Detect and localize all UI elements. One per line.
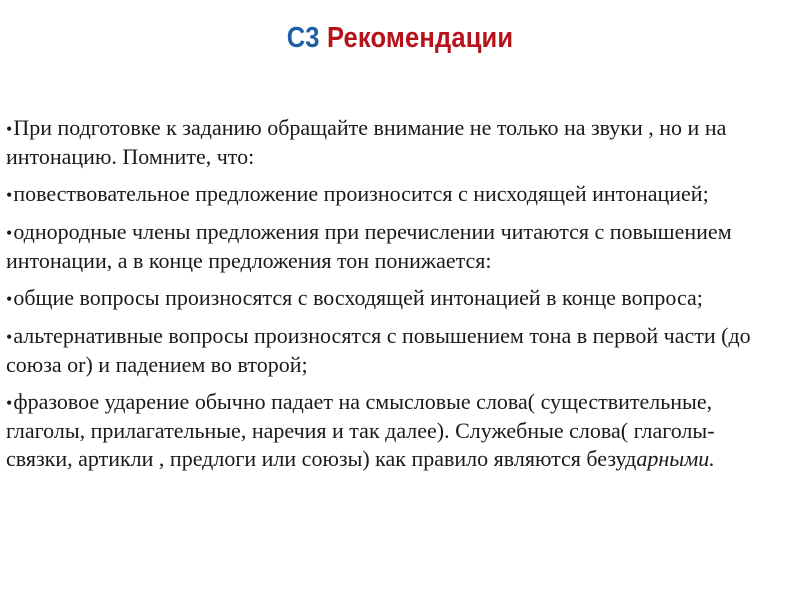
bullet-icon: • bbox=[6, 223, 13, 243]
list-item-text: общие вопросы произносятся с восходящей интонацией в конце вопроса; bbox=[13, 285, 703, 310]
list-item-text: При подготовке к заданию обращайте внимание не только на звуки , но и на интонацию. Помните, что: bbox=[6, 115, 727, 169]
bullet-icon: • bbox=[6, 119, 13, 139]
list-item bbox=[6, 218, 766, 275]
list-item bbox=[6, 284, 766, 313]
list-item bbox=[6, 114, 766, 171]
list-item-text: повествовательное предложение произносится с нисходящей интонацией; bbox=[13, 181, 709, 206]
bullet-icon: • bbox=[6, 185, 13, 205]
list-item-text: альтернативные вопросы произносятся с повышением тона в первой части (до союза or) и падением во второй; bbox=[6, 323, 751, 377]
bullet-icon: • bbox=[6, 327, 13, 347]
task-code: С3 bbox=[286, 22, 320, 54]
list-item bbox=[6, 180, 766, 209]
list-item-text: однородные члены предложения при перечислении читаются с повышением интонации, а в конце предложения тон понижается: bbox=[6, 219, 732, 273]
list-item bbox=[6, 388, 766, 473]
list-item-italic-ending: арными. bbox=[636, 446, 715, 471]
recommendations-list bbox=[6, 114, 766, 482]
list-item-text: фразовое ударение обычно падает на смысловые слова( существительные, глаголы, прилагательные, наречия и так далее). Служебные слова( глаголы-связки, артикли , предлоги или союзы) как правило являются безуд bbox=[6, 389, 715, 471]
list-item bbox=[6, 322, 766, 379]
slide-title bbox=[48, 22, 752, 55]
title-word: Рекомендации bbox=[326, 22, 514, 54]
bullet-icon: • bbox=[6, 289, 13, 309]
bullet-icon: • bbox=[6, 393, 13, 413]
